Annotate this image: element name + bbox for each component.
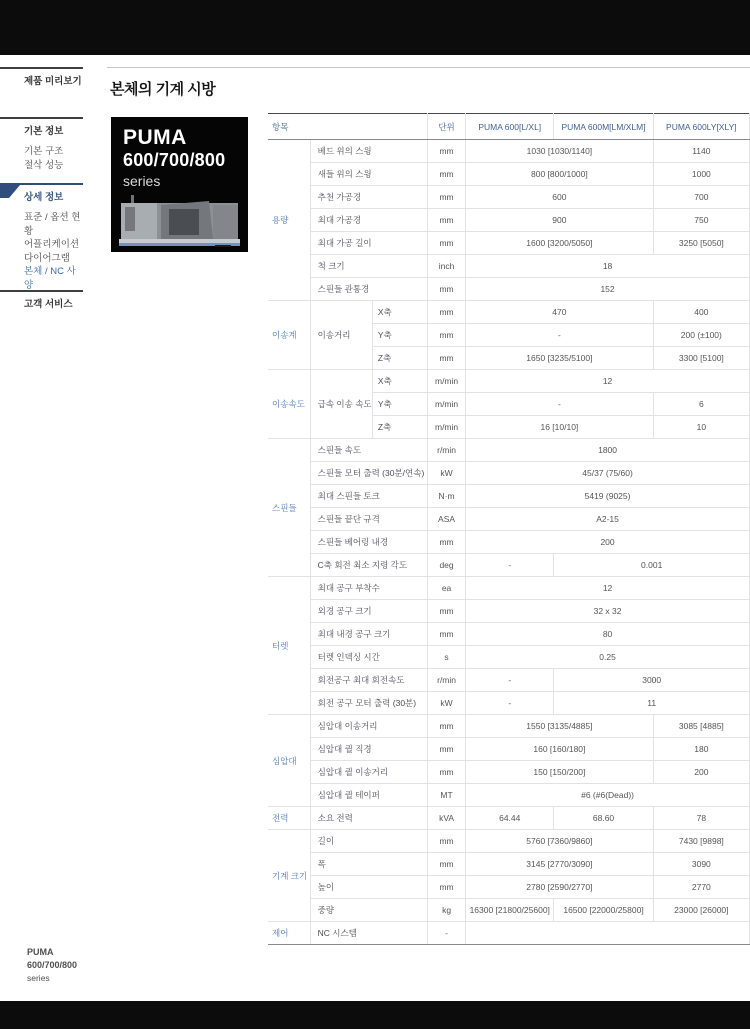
spec-unit: kVA xyxy=(428,807,466,830)
table-row xyxy=(268,163,750,186)
col-header-unit: 단위 xyxy=(428,114,466,140)
spec-value: 152 xyxy=(466,278,750,301)
spec-table-body xyxy=(268,140,750,945)
spec-axis-label: X축 xyxy=(372,370,427,393)
spec-value: 700 xyxy=(653,186,749,209)
spec-unit: s xyxy=(428,646,466,669)
sidebar-items-basic-info xyxy=(0,145,83,172)
spec-value: - xyxy=(466,324,654,347)
spec-value: 10 xyxy=(653,416,749,439)
spec-value: 80 xyxy=(466,623,750,646)
spec-value: 1000 xyxy=(653,163,749,186)
spec-value: A2-15 xyxy=(466,508,750,531)
spec-item-name: 높이 xyxy=(310,876,427,899)
spec-item-name: 최대 스핀들 토크 xyxy=(310,485,427,508)
spec-value: 1600 [3200/5050] xyxy=(466,232,654,255)
spec-axis-label: X축 xyxy=(372,301,427,324)
table-row xyxy=(268,669,750,692)
spec-item-name: 스핀들 끝단 규격 xyxy=(310,508,427,531)
spec-unit: mm xyxy=(428,623,466,646)
spec-item-name: 심압대 퀼 직경 xyxy=(310,738,427,761)
sidebar-section-product-preview xyxy=(0,67,83,88)
spec-unit: inch xyxy=(428,255,466,278)
spec-group-label: 용량 xyxy=(268,140,310,301)
spec-value: 32 x 32 xyxy=(466,600,750,623)
table-row xyxy=(268,301,750,324)
spec-value: 3085 [4885] xyxy=(653,715,749,738)
spec-table-header xyxy=(268,114,750,140)
spec-unit: kW xyxy=(428,692,466,715)
spec-value: 0.001 xyxy=(554,554,750,577)
spec-axis-label: Y축 xyxy=(372,393,427,416)
spec-value: 1030 [1030/1140] xyxy=(466,140,654,163)
spec-unit: mm xyxy=(428,232,466,255)
spec-item-name: 척 크기 xyxy=(310,255,427,278)
footer-series-numbers: 600/700/800 xyxy=(27,960,78,970)
sidebar-header-basic-info[interactable]: 기본 정보 xyxy=(24,126,64,137)
table-row xyxy=(268,692,750,715)
spec-value: 200 (±100) xyxy=(653,324,749,347)
table-row xyxy=(268,370,750,393)
spec-group-label: 스핀들 xyxy=(268,439,310,577)
col-header-model-1: PUMA 600M[LM/XLM] xyxy=(554,114,653,140)
spec-value: 1550 [3135/4885] xyxy=(466,715,654,738)
spec-unit: r/min xyxy=(428,439,466,462)
spec-unit: mm xyxy=(428,600,466,623)
spec-unit: mm xyxy=(428,531,466,554)
sidebar-item-basic-structure[interactable]: 기본 구조 xyxy=(24,146,64,157)
table-row xyxy=(268,462,750,485)
spec-value: - xyxy=(466,669,554,692)
spec-header-row xyxy=(268,114,750,140)
spec-item-name: 스핀들 베어링 내경 xyxy=(310,531,427,554)
badge-series-numbers: 600/700/800 xyxy=(123,150,226,170)
spec-group-label: 이송계 xyxy=(268,301,310,370)
spec-unit: kW xyxy=(428,462,466,485)
spec-value: #6 (#6(Dead)) xyxy=(466,784,750,807)
spec-item-name: 베드 위의 스윙 xyxy=(310,140,427,163)
spec-item-name: 최대 가공 길이 xyxy=(310,232,427,255)
spec-unit: mm xyxy=(428,853,466,876)
badge-series-word: series xyxy=(123,173,161,189)
table-row xyxy=(268,255,750,278)
spec-value: 11 xyxy=(554,692,750,715)
spec-value: 160 [160/180] xyxy=(466,738,654,761)
spec-item-name: 외경 공구 크기 xyxy=(310,600,427,623)
spec-axis-label: Z축 xyxy=(372,416,427,439)
product-thumbnail xyxy=(111,117,248,252)
sidebar-section-basic-info xyxy=(0,117,83,172)
spec-group-label: 전력 xyxy=(268,807,310,830)
table-row xyxy=(268,600,750,623)
footer-brand: PUMA xyxy=(27,947,54,957)
spec-axis-label: Z축 xyxy=(372,347,427,370)
spec-item-name: C축 회전 최소 지령 각도 xyxy=(310,554,427,577)
spec-item-name: 심압대 퀼 이송거리 xyxy=(310,761,427,784)
spec-unit: mm xyxy=(428,830,466,853)
spec-item-name: NC 시스템 xyxy=(310,922,427,945)
spec-unit: - xyxy=(428,922,466,945)
spec-value: 200 xyxy=(653,761,749,784)
spec-unit: kg xyxy=(428,899,466,922)
footer-series-word: series xyxy=(27,973,50,983)
spec-unit: mm xyxy=(428,347,466,370)
spec-item-name: 추천 가공경 xyxy=(310,186,427,209)
table-row xyxy=(268,853,750,876)
spec-item-name: 회전 공구 모터 출력 (30분) xyxy=(310,692,427,715)
sidebar-item-body-nc-spec[interactable]: 본체 / NC 사양 xyxy=(24,266,76,291)
table-row xyxy=(268,899,750,922)
spec-item-name: 중량 xyxy=(310,899,427,922)
spec-value: 470 xyxy=(466,301,654,324)
spec-group-label: 제어 xyxy=(268,922,310,945)
spec-unit: mm xyxy=(428,301,466,324)
spec-value: 1800 xyxy=(466,439,750,462)
sidebar-item-applications[interactable]: 어플리케이션 xyxy=(24,239,80,250)
spec-subgroup-label: 이송거리 xyxy=(310,301,372,370)
spec-unit: r/min xyxy=(428,669,466,692)
spec-item-name: 심압대 퀼 테이퍼 xyxy=(310,784,427,807)
table-row xyxy=(268,715,750,738)
spec-unit: mm xyxy=(428,876,466,899)
spec-value: 68.60 xyxy=(554,807,653,830)
spec-unit: mm xyxy=(428,186,466,209)
footer-model-label xyxy=(27,946,77,985)
sidebar-section-customer-service xyxy=(0,290,83,311)
col-header-item: 항목 xyxy=(268,114,428,140)
spec-unit: N·m xyxy=(428,485,466,508)
spec-item-name: 심압대 이송거리 xyxy=(310,715,427,738)
spec-group-label: 기계 크기 xyxy=(268,830,310,922)
spec-value: 7430 [9898] xyxy=(653,830,749,853)
spec-value xyxy=(466,922,750,945)
spec-value: 45/37 (75/60) xyxy=(466,462,750,485)
spec-value: - xyxy=(466,554,554,577)
spec-value: 16300 [21800/25600] xyxy=(466,899,554,922)
sidebar-items-detail-info xyxy=(0,211,83,292)
col-header-model-0: PUMA 600[L/XL] xyxy=(466,114,554,140)
table-row xyxy=(268,922,750,945)
spec-value: 16 [10/10] xyxy=(466,416,654,439)
spec-unit: MT xyxy=(428,784,466,807)
spec-item-name: 스핀들 모터 출력 (30분/연속) xyxy=(310,462,427,485)
spec-item-name: 터렛 인덱싱 시간 xyxy=(310,646,427,669)
spec-item-name: 길이 xyxy=(310,830,427,853)
page-title: 본체의 기계 시방 xyxy=(110,81,216,98)
spec-value: 0.25 xyxy=(466,646,750,669)
spec-value: 2770 xyxy=(653,876,749,899)
bottom-bar xyxy=(0,1001,750,1029)
spec-unit: mm xyxy=(428,324,466,347)
spec-unit: mm xyxy=(428,163,466,186)
spec-value: 1140 xyxy=(653,140,749,163)
table-row xyxy=(268,209,750,232)
spec-value: 600 xyxy=(466,186,654,209)
spec-table xyxy=(268,113,750,945)
sidebar-item-standard-options[interactable]: 표준 / 옵션 현황 xyxy=(24,212,81,237)
spec-value: 150 [150/200] xyxy=(466,761,654,784)
spec-value: 3250 [5050] xyxy=(653,232,749,255)
spec-item-name: 스핀들 관통경 xyxy=(310,278,427,301)
spec-item-name: 최대 내경 공구 크기 xyxy=(310,623,427,646)
table-row xyxy=(268,807,750,830)
table-row xyxy=(268,531,750,554)
spec-axis-label: Y축 xyxy=(372,324,427,347)
spec-item-name: 소요 전력 xyxy=(310,807,427,830)
spec-value: 16500 [22000/25800] xyxy=(554,899,653,922)
table-row xyxy=(268,554,750,577)
table-row xyxy=(268,186,750,209)
sidebar-header-customer-service[interactable]: 고객 서비스 xyxy=(24,299,73,310)
spec-item-name: 최대 가공경 xyxy=(310,209,427,232)
spec-unit: mm xyxy=(428,209,466,232)
spec-value: 800 [800/1000] xyxy=(466,163,654,186)
sidebar-item-cutting-performance[interactable]: 절삭 성능 xyxy=(24,159,64,171)
content-divider xyxy=(107,67,750,68)
spec-value: 5760 [7360/9860] xyxy=(466,830,654,853)
table-row xyxy=(268,830,750,853)
table-row xyxy=(268,646,750,669)
table-row xyxy=(268,232,750,255)
spec-value: 6 xyxy=(653,393,749,416)
spec-value: 64.44 xyxy=(466,807,554,830)
spec-unit: deg xyxy=(428,554,466,577)
table-row xyxy=(268,784,750,807)
spec-value: 12 xyxy=(466,577,750,600)
spec-group-label: 터렛 xyxy=(268,577,310,715)
table-row xyxy=(268,278,750,301)
spec-value: 400 xyxy=(653,301,749,324)
spec-value: 3145 [2770/3090] xyxy=(466,853,654,876)
spec-unit: mm xyxy=(428,140,466,163)
spec-item-name: 폭 xyxy=(310,853,427,876)
table-row xyxy=(268,761,750,784)
table-row xyxy=(268,508,750,531)
spec-item-name: 새들 위의 스윙 xyxy=(310,163,427,186)
top-bar xyxy=(0,0,750,55)
spec-unit: m/min xyxy=(428,416,466,439)
spec-value: 12 xyxy=(466,370,750,393)
spec-value: 2780 [2590/2770] xyxy=(466,876,654,899)
spec-value: 3090 xyxy=(653,853,749,876)
spec-value: 3300 [5100] xyxy=(653,347,749,370)
spec-unit: m/min xyxy=(428,393,466,416)
sidebar-header-product-preview[interactable]: 제품 미리보기 xyxy=(24,76,82,87)
sidebar-section-detail-info xyxy=(0,183,83,292)
spec-unit: ASA xyxy=(428,508,466,531)
spec-value: 18 xyxy=(466,255,750,278)
spec-item-name: 스핀들 속도 xyxy=(310,439,427,462)
table-row xyxy=(268,485,750,508)
spec-group-label: 이송속도 xyxy=(268,370,310,439)
spec-unit: ea xyxy=(428,577,466,600)
spec-value: 180 xyxy=(653,738,749,761)
spec-value: 5419 (9025) xyxy=(466,485,750,508)
spec-value: 78 xyxy=(653,807,749,830)
spec-value: 750 xyxy=(653,209,749,232)
spec-value: 1650 [3235/5100] xyxy=(466,347,654,370)
table-row xyxy=(268,738,750,761)
spec-item-name: 회전공구 최대 회전속도 xyxy=(310,669,427,692)
sidebar-item-diagrams[interactable]: 다이어그램 xyxy=(24,252,70,264)
spec-group-label: 심압대 xyxy=(268,715,310,807)
spec-value: 3000 xyxy=(554,669,750,692)
table-row xyxy=(268,439,750,462)
spec-value: - xyxy=(466,393,654,416)
table-row xyxy=(268,876,750,899)
spec-unit: mm xyxy=(428,761,466,784)
spec-value: 23000 [26000] xyxy=(653,899,749,922)
spec-unit: mm xyxy=(428,278,466,301)
table-row xyxy=(268,577,750,600)
machine-image xyxy=(117,195,242,247)
spec-value: 200 xyxy=(466,531,750,554)
table-row xyxy=(268,140,750,163)
spec-unit: m/min xyxy=(428,370,466,393)
spec-unit: mm xyxy=(428,715,466,738)
badge-brand: PUMA xyxy=(123,126,187,149)
spec-subgroup-label: 급속 이송 속도 xyxy=(310,370,372,439)
col-header-model-2: PUMA 600LY[XLY] xyxy=(653,114,749,140)
spec-value: 900 xyxy=(466,209,654,232)
spec-value: - xyxy=(466,692,554,715)
sidebar-header-detail-info[interactable]: 상세 정보 xyxy=(24,192,64,203)
table-row xyxy=(268,623,750,646)
spec-unit: mm xyxy=(428,738,466,761)
spec-item-name: 최대 공구 부착수 xyxy=(310,577,427,600)
